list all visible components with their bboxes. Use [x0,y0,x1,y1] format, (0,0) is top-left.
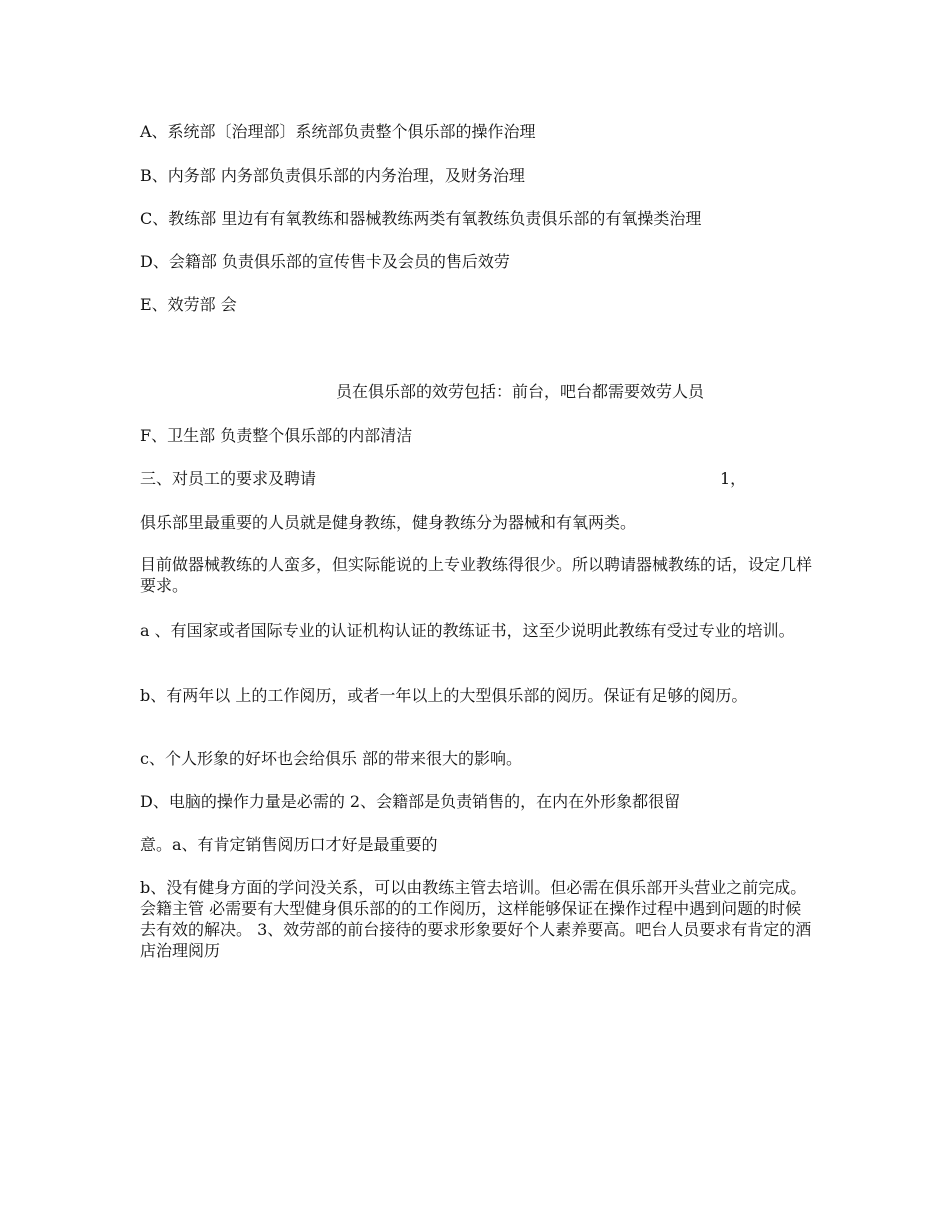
paragraph-membership-b: b、没有健身方面的学问没关系，可以由教练主管去培训。但必需在俱乐部开头营业之前完成。会籍主管 必需要有大型健身俱乐部的的工作阅历，这样能够保证在操作过程中遇到问题的时候去有效的解决。 3、效劳部的前台接待的要求形象要好个人素养要高。吧台人员要求有肯定的酒店治理阅历 [140,878,812,960]
section-heading: 三、对员工的要求及聘请 [140,469,317,488]
paragraph-coaches: 俱乐部里最重要的人员就是健身教练，健身教练分为器械和有氧两类。 [140,513,637,532]
dept-service-continuation: 员在俱乐部的效劳包括：前台，吧台都需要效劳人员 [336,382,705,401]
paragraph-membership-a: 意。a、有肯定销售阅历口才好是最重要的 [140,835,438,854]
dept-coach-line: C、教练部 里边有有氧教练和器械教练两类有氧教练负责俱乐部的有氧操类治理 [140,209,702,228]
dept-service-line: E、效劳部 会 [140,295,237,314]
paragraph-req-a: a 、有国家或者国际专业的认证机构认证的教练证书，这至少说明此教练有受过专业的培训。 [140,621,795,640]
dept-system-line: A、系统部〔治理部〕系统部负责整个俱乐部的操作治理 [140,122,536,141]
dept-membership-line: D、会籍部 负责俱乐部的宣传售卡及会员的售后效劳 [140,252,510,271]
paragraph-req-b: b、有两年以 上的工作阅历，或者一年以上的大型俱乐部的阅历。保证有足够的阅历。 [140,686,748,705]
paragraph-req-d: D、电脑的操作力量是必需的 2、会籍部是负责销售的，在内在外形象都很留 [140,792,681,811]
paragraph-requirements-intro: 目前做器械教练的人蛮多，但实际能说的上专业教练得很少。所以聘请器械教练的话，设定几样要求。 [140,555,813,595]
dept-hygiene-line: F、卫生部 负责整个俱乐部的内部清洁 [140,426,413,445]
paragraph-req-c: c、个人形象的好坏也会给俱乐 部的带来很大的影响。 [140,749,523,768]
dept-internal-line: B、内务部 内务部负责俱乐部的内务治理，及财务治理 [140,166,525,185]
section-item-number: 1， [720,469,747,488]
